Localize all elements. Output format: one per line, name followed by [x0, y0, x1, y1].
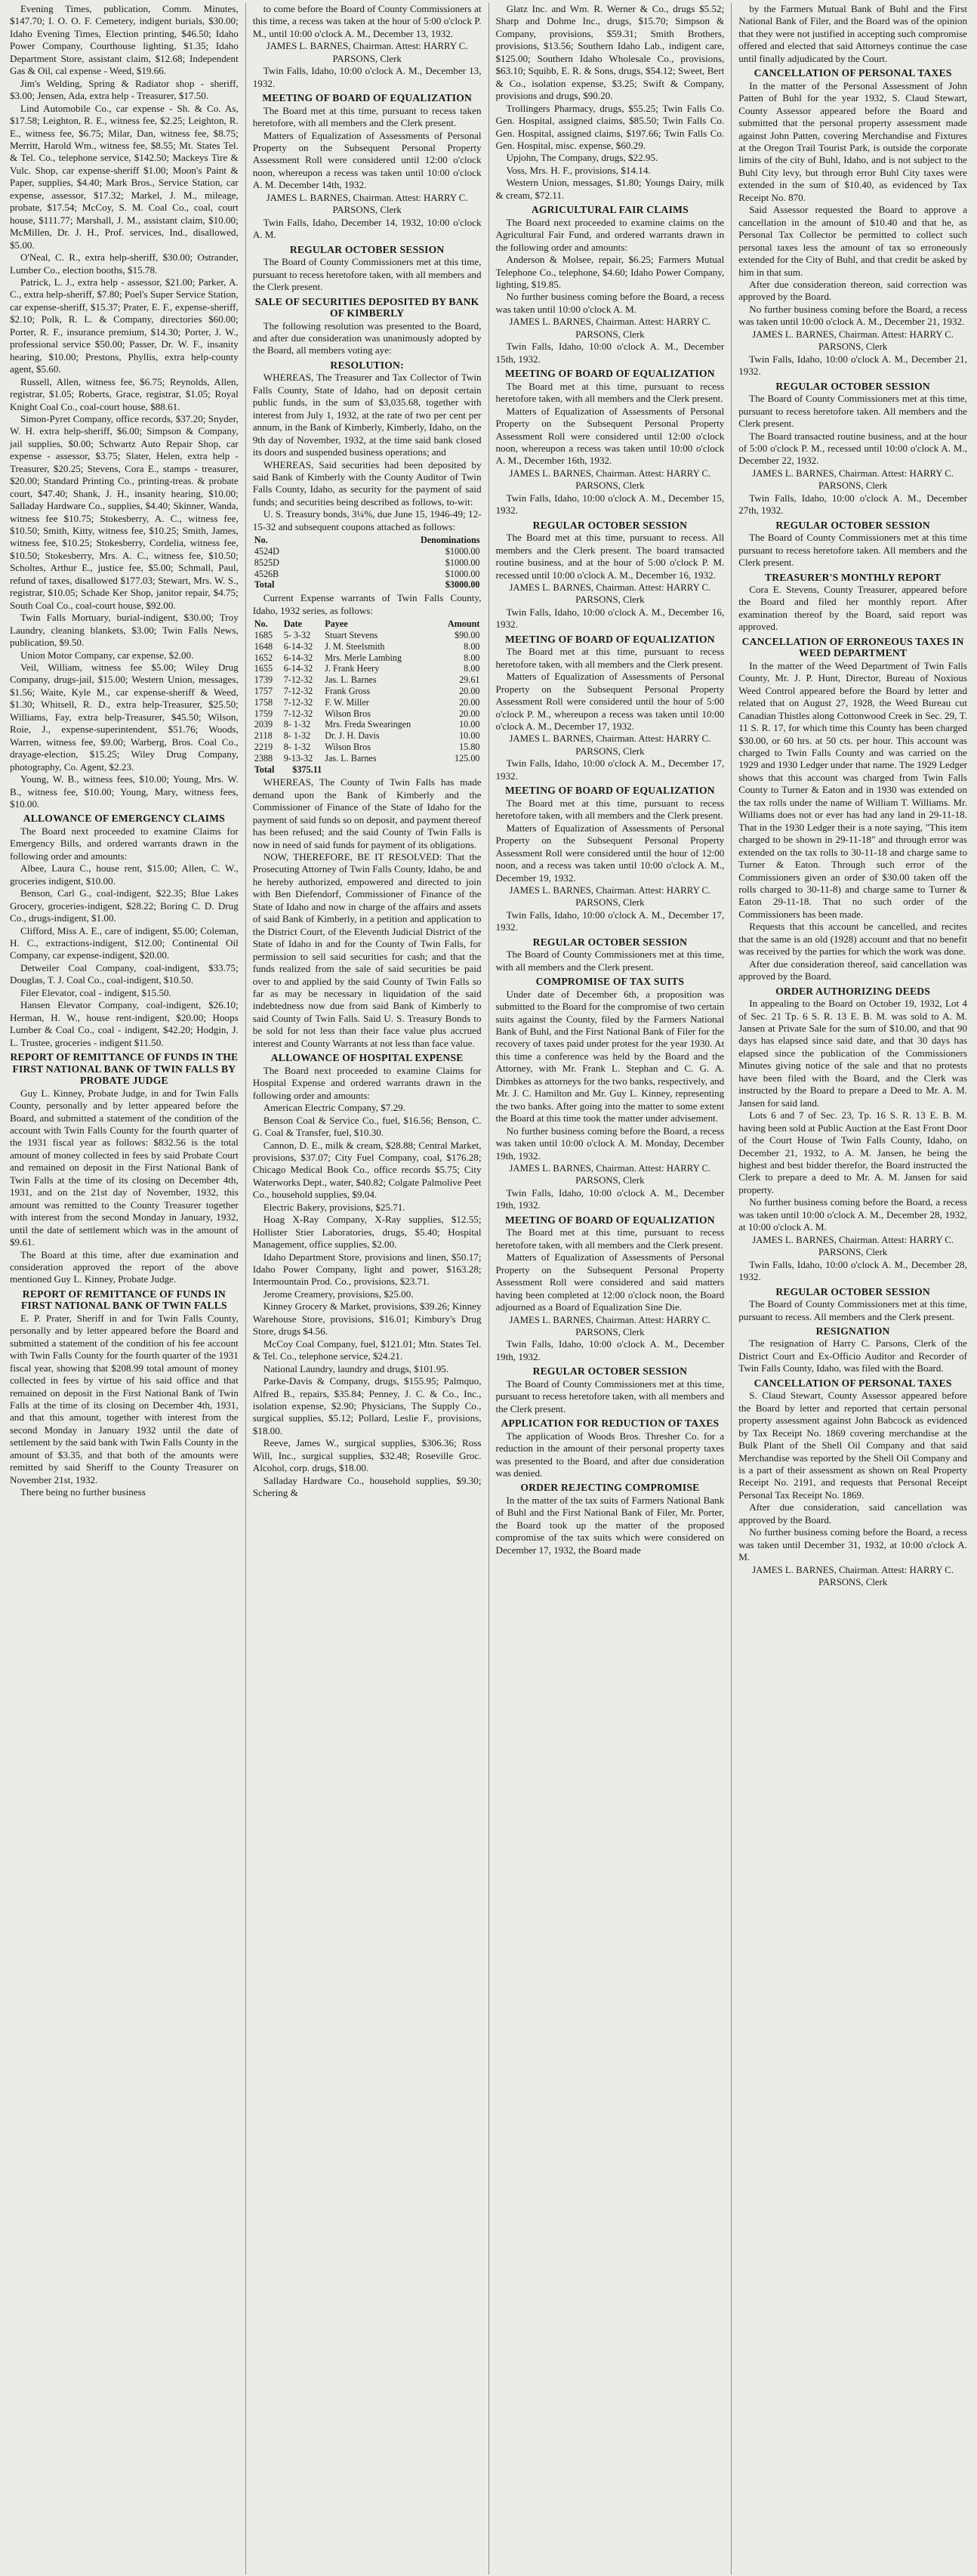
paragraph: Said Assessor requested the Board to approve a cancellation in the amount of $10.40 and that he, as Personal Tax Collector be permitted to collect such personal taxes less the amount of tax so erroneously extended for the City of Buhl, and that credit be asked by him in that sum. [738, 204, 967, 278]
table-cell: Jas. L. Barnes [325, 752, 377, 764]
paragraph: The Board next proceeded to examine Claims for Hospital Expense and ordered warrants drawn in the following order and amounts: [252, 1064, 482, 1101]
table-cell: 20.00 [459, 685, 480, 696]
table-cell: 7-12-32 [283, 674, 313, 686]
table-cell: 7-12-32 [283, 708, 313, 719]
paragraph: Matters of Equalization of Assessments of Personal Property on the Subsequent Personal Property Assessment Roll were considered until 12:00 o'clock noon, whereupon a recess was taken until 10:00 o'clock A. M., December 16th, 1932. [495, 405, 725, 467]
table-cell: 5- 3-32 [283, 629, 311, 640]
paragraph: No further business coming before the Board, a recess was taken until 10:00 o'clock A. M. Monday, December 19th, 1932. [495, 1124, 725, 1162]
table-cell: $1000.00 [445, 557, 480, 568]
section-heading: REGULAR OCTOBER SESSION [775, 380, 930, 392]
paragraph: Upjohn, The Company, drugs, $22.95. [506, 152, 658, 164]
paragraph: Twin Falls, Idaho, 10:00 o'clock A. M., December 27th, 1932. [738, 492, 967, 517]
paragraph: The application of Woods Bros. Thresher Co. for a reduction in the amount of their personal property taxes was presented to the Board, and after due consideration was denied. [495, 1430, 725, 1479]
paragraph: Parke-Davis & Company, drugs, $155.95; Palmquo, Alfred B., repairs, $35.84; Penney, J. C. & Co., Inc., isolation expense, $2.90; Physicians, The Supply Co., surgical supplies, $5.12; Pollard, Leslie F., provisions, $18.00. [252, 1375, 482, 1436]
table-cell: 1648 [254, 640, 273, 652]
table-cell: 15.80 [459, 741, 480, 752]
paragraph: No further business coming before the Board, a recess was taken until December 31, 1932, at 10:00 o'clock A. M. [738, 1526, 967, 1563]
table-row [253, 697, 482, 708]
paragraph: Benson Coal & Service Co., fuel, $16.56; Benson, C. G. Coal & Transfer, fuel, $10.30. [252, 1114, 482, 1139]
table-cell: 4524D [254, 546, 279, 557]
table-cell: 2388 [254, 752, 273, 764]
paragraph: Jerome Creamery, provisions, $25.00. [263, 1288, 414, 1300]
table-row [253, 742, 482, 753]
table-cell: 29.61 [459, 674, 480, 686]
signature-line: JAMES L. BARNES, Chairman. Attest: HARRY C. PARSONS, Clerk [266, 41, 468, 64]
paragraph: Albee, Laura C., house rent, $15.00; Allen, C. W., groceries indigent, $10.00. [10, 862, 239, 887]
paragraph: Guy L. Kinney, Probate Judge, in and for Twin Falls County, personally and by letter appeared before the Board, and submitted a statement of the condition of the account with Twin Falls County for the fourth quarter of the 1931 fiscal year as follows: $832.56 is the total amount of money collected in fees by said Probate Court and remained on deposit in the First National Bank of Twin Falls at the time of its closing on December 4th, 1931, and on the 21st day of November, 1932, this amount was remitted to the County Treasurer together with interest from the second Monday in January, 1932, until the date of settlement which was in the amount of $9.61. [10, 1087, 239, 1248]
paragraph: Twin Falls, Idaho, 10:00 o'clock A. M., December 17, 1932. [495, 909, 725, 933]
table-cell: 1759 [254, 708, 273, 719]
paragraph: The Board met at this time, pursuant to recess heretofore taken, with all members and the Clerk present. [495, 1226, 725, 1251]
column-2 [246, 3, 489, 2574]
table-cell: 6-14-32 [283, 663, 313, 674]
table-cell: Stuart Stevens [325, 629, 378, 640]
table-cell: 8.00 [464, 652, 480, 663]
paragraph: O'Neal, C. R., extra help-sheriff, $30.00; Ostrander, Lumber Co., election booths, $15.78. [10, 251, 239, 276]
signature-line: JAMES L. BARNES, Chairman. Attest: HARRY C. PARSONS, Clerk [509, 1163, 711, 1186]
table-cell: No. [254, 619, 268, 630]
table-cell: 125.00 [454, 752, 480, 764]
paragraph: Filer Elevator, coal - indigent, $15.50. [20, 986, 171, 998]
table-row [253, 569, 482, 580]
paragraph: The following resolution was presented to the Board, and after due consideration was unanimously adopted by the Board, all members voting aye: [252, 319, 482, 356]
paragraph: Twin Falls Mortuary, burial-indigent, $30.00; Troy Laundry, cleaning blankets, $3.00; Twin Falls News, publication, $9.50. [10, 612, 239, 649]
paragraph: Requests that this account be cancelled, and recites that the same is an old (1928) account and that no benefit was received by the parties for which the work was done. [738, 921, 967, 958]
paragraph: WHEREAS, Said securities had been deposited by said Bank of Kimberly with the County Auditor of Twin Falls County, Idaho, as security for the payment of said funds; and securities being described as follows, to-wit: [252, 458, 482, 507]
paragraph: After due consideration, said cancellation was approved by the Board. [738, 1501, 967, 1526]
section-heading: ORDER REJECTING COMPROMISE [520, 1482, 700, 1494]
paragraph: Matters of Equalization of Assessments of Personal Property on the Subsequent Personal Property Assessment Roll were considered and said matters having been completed at 12:00 o'clock noon, the Board adjourned as a Board of Equalization Sine Die. [495, 1251, 725, 1313]
table-header-row [253, 764, 482, 776]
table-cell: 6-14-32 [283, 640, 313, 652]
paragraph: National Laundry, laundry and drugs, $101.95. [263, 1362, 449, 1374]
paragraph: In appealing to the Board on October 19, 1932, Lot 4 of Sec. 21 Tp. 6 S. R. 13 E. B. M. was sold to A. M. Jansen at Private Sale for the sum of $10.00, and that 90 days has elapsed since said date, and that 30 days has elapsed since the publication of the Commissioners Minutes giving notice of the sale and that no protests have been filed with the Board, and the Clerk was instructed by the Board to prepare a Deed to Mr. A. M. Jansen for said land. [738, 998, 967, 1109]
table-cell: 2118 [254, 730, 273, 742]
paragraph: Twin Falls, Idaho, 10:00 o'clock A. M., December 19th, 1932. [495, 1338, 725, 1362]
table-cell: 1758 [254, 696, 273, 708]
warrant-table [253, 619, 482, 775]
paragraph: Russell, Allen, witness fee, $6.75; Reynolds, Allen, registrar, $1.05; Roberts, Grace, registrar, $1.05; Royal Knight Coal Co., coal-court house, $88.61. [10, 375, 239, 412]
table-row [253, 719, 482, 730]
paragraph: Veil, William, witness fee $5.00; Wiley Drug Company, drugs-jail, $15.00; Western Union, messages, $1.56; Waite, Kyle M., car expense-sheriff & Weed, $1.30; Whitsell, R. D., extra help-Treasurer, $25.50; Williams, Fay, extra help-Treasurer, $45.50; Wilson, Roie, J., expense-superintendent, $51.76; Woods, Warren, witness fee, $9.00; Warberg, Bros. Coal Co., drayage-election, $15.25; Wiley Drug Company, photography, Co. Agent, $2.23. [10, 662, 239, 773]
paragraph: The Board of County Commissioners met at this time, pursuant to recess. All members and the Clerk present. [738, 1298, 967, 1322]
section-heading: REGULAR OCTOBER SESSION [532, 519, 688, 531]
paragraph: Voss, Mrs. H. F., provisions, $14.14. [506, 164, 651, 176]
signature-line: JAMES L. BARNES, Chairman. Attest: HARRY C. PARSONS, Clerk [509, 1314, 711, 1337]
table-row [253, 557, 482, 569]
section-heading: ALLOWANCE OF EMERGENCY CLAIMS [23, 813, 225, 825]
paragraph: In the matter of the Weed Department of Twin Falls County, Mr. J. P. Hunt, Director, Bureau of Noxious Weed Control appeared before the Board by letter and related that on August 27, 1928, the Weed Bureau cut Canadian Thistles along Cottonwood Creek in Sec. 29, T. 11 S. R. 17, for which time this County has been charged $30.00, or 60 hrs. at 50 cts. per hour. This account was charged to Twin Falls County and was carried on the 1929 and 1930 Ledger under that name. The 1929 Ledger shows that this account was charged from Twin Falls County to Turner & Eaton and in 1930 was extended on the tax rolls under the name of William T. Williams. Mr. Williams does not or ever has had any land in 29-11-18. That in the 1930 Ledger their is a note saying, "This item charged to be shown in 29-11-18" and through error was extended on the tax rolls to 30-11-18 and charge same to Turner & Eaton. Through such error of the Commissioners given an order of $30.00 taken off the rolls charged to 30-11-8) and charge same to Turner & Eaton 29-11-18. That no such order of the Commissioners has been made. [738, 659, 967, 920]
section-heading: MEETING OF BOARD OF EQUALIZATION [504, 633, 715, 645]
section-heading: ORDER AUTHORIZING DEEDS [775, 985, 931, 997]
table-row [253, 663, 482, 674]
table-cell: J. M. Steelsmith [325, 640, 385, 652]
paragraph: Union Motor Company, car expense, $2.00. [20, 649, 194, 661]
paragraph: There being no further business [20, 1486, 146, 1498]
paragraph: E. P. Prater, Sheriff in and for Twin Falls County, personally and by letter appeared before the Board and submitted a statement of the condition of his fee account with Twin Falls County for the fourth quarter of the 1931 fiscal year, showing that $208.99 total amount of money collected in fees by virtue of his said office and that remained on deposit in the First National Bank of Twin Falls at the time of its closing on December 4th, 1931, and that this amount, together with interest from the second Monday in January 1932 until the date of settlement by the said bank with Twin Falls County in the amount of $3.35, and that both of the amounts were remitted by said Sheriff to the County Treasurer on November 21st, 1932. [10, 1312, 239, 1485]
column-1 [3, 3, 246, 2574]
paragraph: In the matter of the tax suits of Farmers National Bank of Buhl and the First National Bank of Filer, Mr. Porter, the Board took up the matter of the proposed compromise of the tax suits which were considered on December 17, 1932, the Board made [495, 1494, 725, 1556]
table-cell: Total [254, 764, 275, 775]
paragraph: Twin Falls, Idaho, 10:00 o'clock A. M., December 28, 1932. [738, 1258, 967, 1283]
table-row [253, 674, 482, 686]
paragraph: No further business coming before the Board, a recess was taken until 10:00 o'clock A. M. [495, 291, 725, 315]
paragraph: Jim's Welding, Spring & Radiator shop - sheriff, $3.00; Jensen, Ada, extra help - Treasurer, $17.50. [10, 77, 239, 102]
signature-line: JAMES L. BARNES, Chairman. Attest: HARRY C. PARSONS, Clerk [266, 192, 468, 216]
table-row [253, 630, 482, 641]
section-heading: APPLICATION FOR REDUCTION OF TAXES [501, 1418, 720, 1430]
table-cell: 8- 1-32 [283, 730, 311, 742]
section-heading: TREASURER'S MONTHLY REPORT [764, 571, 942, 583]
paragraph: Evening Times, publication, Comm. Minutes, $147.70; I. O. O. F. Cemetery, indigent burials, $30.00; Idaho Evening Times, Election printing, $46.50; Idaho Power Company, Courthouse lighting, $1.35; Idaho Department Store, assistant claim, $12.68; Independent Gas & Oil, cal expense - Weed, $19.66. [10, 3, 239, 77]
table-cell: 6-14-32 [283, 652, 313, 663]
table-cell: Total [254, 579, 275, 591]
table-row [253, 753, 482, 764]
table-cell: 20.00 [459, 708, 480, 719]
paragraph: Reeve, James W., surgical supplies, $306.36; Ross Will, Inc., surgical supplies, $32.48; Roseville Groc. Alcohol, corp. drugs, $18.00. [252, 1437, 482, 1474]
section-heading: CANCELLATION OF ERRONEOUS TAXES IN WEED DEPARTMENT [741, 635, 964, 659]
paragraph: Electric Bakery, provisions, $25.71. [263, 1201, 405, 1213]
section-heading: REGULAR OCTOBER SESSION [532, 936, 688, 948]
column-3 [489, 3, 732, 2574]
paragraph: by the Farmers Mutual Bank of Buhl and the First National Bank of Filer, and the Board was of the opinion that they were not justified in accepting such compromise offered and elected that said Attorneys continue the case until finally adjudicated by the Court. [738, 3, 967, 64]
paragraph: The Board met at this time, pursuant to recess heretofore taken, with all members and the Clerk present. [495, 646, 725, 670]
table-cell: 8- 1-32 [283, 719, 311, 730]
table-cell: 4526B [254, 568, 279, 579]
paragraph: Detweiler Coal Company, coal-indigent, $33.75; Douglas, T. J. Coal Co., coal-indigent, $10.50. [10, 961, 239, 986]
paragraph: McCoy Coal Company, fuel, $121.01; Mtn. States Tel. & Tel. Co., telephone service, $24.21. [252, 1337, 482, 1362]
paragraph: Simon-Pyret Company, office records, $37.20; Snyder, W. H. extra help-sheriff, $6.00; Simpson & Company, jail supplies, $0.00; Schwartz Auto Repair Shop, car expense - assessor, $3.75; Slater, Helen, extra help - Treasurer, $20.25; Stevens, Cora E., stamps - treasurer, $20.00; Standard Printing Co., printing-treas. & probate court, $47.40; Shank, J. H., insanity hearing, $10.00; Salladay Hardware Co., supplies, $4.40; Skinner, Wanda, witness fee $10.75; Stokesberry, A. C., witness fee, $10.50; Smith, Kitty, witness fee, $10.25; Smith, James, witness fee, $10.25; Stokesberry, Cordelia, witness fee, $10.50; Stokesberry, Mrs. A. C., witness fee, $10.50; Scholtes, Arthur E., justice fee, $5.00; Schmall, Paul, refund of taxes, disallowed $177.03; Stewart, Mrs. W. S., registrar, $10.05; Schade Ker Shop, janitor repair, $4.75; South Coal Co., coal-court house, $92.00. [10, 412, 239, 611]
paragraph: The Board of County Commissioners met at this time, pursuant to recess heretofore taken. All members and the Clerk present. [738, 393, 967, 430]
paragraph: The Board of County Commissioners met at this time, pursuant to recess heretofore taken, with all members and the Clerk present. [495, 1377, 725, 1414]
section-heading: CANCELLATION OF PERSONAL TAXES [754, 67, 952, 79]
paragraph: Lots 6 and 7 of Sec. 23, Tp. 16 S. R. 13 E. B. M. having been sold at Public Auction at the East Front Door of the Court House of Twin Falls County, Idaho, on December 21, 1932, to A. M. Jansen, he being the highest and best bidder therefor, the Board instructed the Clerk to prepare a deed to Mr. A. M. Jansen for said property. [738, 1109, 967, 1195]
table-cell: 1739 [254, 674, 273, 686]
table-row [253, 641, 482, 652]
table-cell: F. W. Miller [325, 696, 369, 708]
paragraph: After due consideration thereon, said correction was approved by the Board. [738, 279, 967, 303]
paragraph: S. Claud Stewart, County Assessor appeared before the Board by letter and reported that certain personal property assessment against John Babcock as evidenced by Tax Receipt No. 1869 covering merchandise at the Bulk Plant of the Shell Oil Company and that said Merchandise was reported by the Shell Oil Company and is a part of their assessment as shown on Real Property Receipt No. 2191, and requests that Personal Receipt Personal Tax Receipt No. 1869. [738, 1390, 967, 1501]
signature-line: JAMES L. BARNES, Chairman. Attest: HARRY C. PARSONS, Clerk [752, 1234, 954, 1258]
paragraph: to come before the Board of County Commissioners at this time, a recess was taken at the hour of 5:00 o'clock P. M., until 10:00 o'clock A. M., December 13, 1932. [252, 3, 482, 39]
table-cell: $1000.00 [445, 568, 480, 579]
table-cell: 20.00 [459, 696, 480, 708]
column-4 [732, 3, 974, 2574]
table-cell: Date [283, 619, 303, 630]
table-cell: 10.00 [459, 719, 480, 730]
paragraph: American Electric Company, $7.29. [263, 1102, 405, 1114]
paragraph: Salladay Hardware Co., household supplies, $9.30; Schering & [252, 1474, 482, 1499]
paragraph: After due consideration thereof, said cancellation was approved by the Board. [738, 958, 967, 983]
paragraph: Twin Falls, Idaho, 10:00 o'clock A. M., December 17, 1932. [495, 757, 725, 782]
paragraph: Anderson & Molsee, repair, $6.25; Farmers Mutual Telephone Co., telephone, $4.60; Idaho Power Company, lighting, $19.85. [495, 254, 725, 291]
signature-line: JAMES L. BARNES, Chairman. Attest: HARRY C. PARSONS, Clerk [509, 316, 711, 340]
table-cell: 1655 [254, 663, 273, 674]
table-header-row [253, 535, 482, 546]
section-heading: RESIGNATION [815, 1325, 890, 1337]
table-cell: Wilson Bros [325, 741, 371, 752]
table-cell: $3000.00 [445, 579, 480, 591]
table-cell: 8.00 [464, 663, 480, 674]
paragraph: Young, W. B., witness fees, $10.00; Young, Mrs. W. B., witness fee, $10.00; Young, Mary, witness fees, $10.00. [10, 773, 239, 810]
section-heading: MEETING OF BOARD OF EQUALIZATION [504, 785, 715, 797]
signature-line: JAMES L. BARNES, Chairman. Attest: HARRY C. PARSONS, Clerk [509, 733, 711, 757]
table-cell: Payee [325, 619, 348, 630]
table-cell: Frank Gross [325, 685, 371, 696]
paragraph: Kinney Grocery & Market, provisions, $39.26; Kinney Warehouse Store, provisions, $16.01; Kimbury's Drug Store, drugs $4.56. [252, 1300, 482, 1337]
paragraph: The Board met at this time, pursuant to recess heretofore taken, with all members and the Clerk present. [495, 797, 725, 822]
table-cell: Denominations [420, 535, 480, 546]
paragraph: Benson, Carl G., coal-indigent, $22.35; Blue Lakes Grocery, groceries-indigent, $28.22; Boring C. D. Drug Co., drugs-indigent, $1.00. [10, 887, 239, 924]
paragraph: Idaho Department Store, provisions and linen, $50.17; Idaho Power Company, light and power, $163.28; Intermountain Prod. Co., provisions, $23.71. [252, 1251, 482, 1288]
paragraph: Patrick, L. J., extra help - assessor, $21.00; Parker, A. C., extra help-sheriff, $7.80; Poel's Super Service Station, car expense-sheriff, $15.37; Prater, E. F., expense-sheriff, $2.10; Polk, R. L. & Company, directories $60.00; Porter, R. F., insurance premium, $14.30; Porter, J. W., professional service $50.00; Passer, Dr. W. F., insanity hearing, $10.00; Prestons, Phyllis, extra help-county agent, $5.60. [10, 276, 239, 375]
section-heading: REPORT OF REMITTANCE OF FUNDS IN FIRST NATIONAL BANK OF TWIN FALLS [20, 1288, 227, 1312]
signature-line: JAMES L. BARNES, Chairman. Attest: HARRY C. PARSONS, Clerk [509, 467, 711, 492]
table-cell: Jas. L. Barnes [325, 674, 377, 686]
paragraph: Current Expense warrants of Twin Falls County, Idaho, 1932 series, as follows: [252, 592, 482, 616]
section-heading: MEETING OF BOARD OF EQUALIZATION [262, 92, 473, 104]
table-cell: Mrs. Merle Lambing [325, 652, 402, 663]
paragraph: The Board of County Commissioners met at this time, pursuant to recess heretofore taken, with all members and the Clerk present. [252, 256, 482, 293]
signature-line: JAMES L. BARNES, Chairman. Attest: HARRY C. PARSONS, Clerk [509, 582, 711, 606]
paragraph: The resignation of Harry C. Parsons, Clerk of the District Court and Ex-Officio Auditor and Recorder of Twin Falls County, Idaho, was filed with the Board. [738, 1337, 967, 1374]
paragraph: WHEREAS, The County of Twin Falls has made demand upon the Bank of Kimberly and the Commissioner of Finance of the State of Idaho for the payment of said funds so on deposit, and payment thereof has been refused; and the said County of Twin Falls is now in need of said funds for payment of its obligations. [252, 776, 482, 850]
paragraph: No further business coming before the Board, a recess was taken until 10:00 o'clock A. M., December 21, 1932. [738, 303, 967, 328]
section-heading: SALE OF SECURITIES DEPOSITED BY BANK OF KIMBERLY [254, 295, 479, 319]
paragraph: The Board at this time, after due examination and consideration approved the report of the above mentioned Guy L. Kinney, Probate Judge. [10, 1248, 239, 1285]
paragraph: U. S. Treasury bonds, 3¼%, due June 15, 1946-49; 12-15-32 and subsequent coupons attached as follows: [252, 508, 482, 532]
section-heading: RESOLUTION: [330, 359, 404, 371]
paragraph: Cora E. Stevens, County Treasurer, appeared before the Board and filed her monthly report. After examination thereof by the Board, said report was approved. [738, 584, 967, 633]
paragraph: Hoag X-Ray Company, X-Ray supplies, $12.55; Hollister Stier Laboratories, drugs, $5.40; Hospital Management, office supplies, $2.00. [252, 1214, 482, 1251]
section-heading: REGULAR OCTOBER SESSION [775, 519, 930, 531]
table-cell: $1000.00 [445, 546, 480, 557]
signature-line: JAMES L. BARNES, Chairman. Attest: HARRY C. PARSONS, Clerk [752, 329, 954, 353]
paragraph: WHEREAS, The Treasurer and Tax Collector of Twin Falls County, State of Idaho, had on deposit certain public funds, in the sum of $3,035.68, together with interest from July 1, 1932, at the rate of two per cent per annum, in the Bank of Kimberly, Kimberly, Idaho, on the 9th day of November, 1932, at the time said bank closed its doors and suspended business operations; and [252, 372, 482, 458]
table-header-row [253, 579, 482, 591]
section-heading: REGULAR OCTOBER SESSION [775, 1285, 930, 1297]
table-cell: J. Frank Heery [325, 663, 380, 674]
table-cell: 1685 [254, 629, 273, 640]
section-heading: MEETING OF BOARD OF EQUALIZATION [504, 368, 715, 380]
bond-table [253, 535, 482, 591]
section-heading: CANCELLATION OF PERSONAL TAXES [754, 1377, 952, 1389]
paragraph: Twin Falls, Idaho, December 14, 1932, 10:00 o'clock A. M. [252, 216, 482, 241]
paragraph: Cannon, D. E., milk & cream, $28.88; Central Market, provisions, $37.07; City Fuel Company, coal, $176.28; Chicago Medical Book Co., office records $5.75; City Waterworks Dept., water, $40.82; Colgate Palmolive Peet Co., household supplies, $9.04. [252, 1139, 482, 1201]
section-heading: MEETING OF BOARD OF EQUALIZATION [504, 1214, 715, 1226]
paragraph: Under date of December 6th, a proposition was submitted to the Board for the compromise of two certain suits against the County, filed by the Farmers National Bank of Buhl, and the First National Bank of Filer for the recovery of taxes paid under protest for the year 1930. At this time a conference was held by the Board and the Attorney, with Mr. Frank L. Stephan and C. G. A. Dimbkes as attorneys for the two banks, respectively, and Mr. J. C. Hamilton and Mr. Guy L. Kinney, representing the two banks. After going into the matter to some extent the Board at this time took the matter under advisement. [495, 988, 725, 1124]
paragraph: Glatz Inc. and Wm. R. Werner & Co., drugs $5.52; Sharp and Dohme Inc., drugs, $15.70; Simpson & Company, provisions, $59.31; Smith Brothers, provisions, $13.56; Southern Idaho Lab., indigent care, $125.00; Southern Idaho Wholesale Co., provisions, $63.10; Squibb, E. R. & Sons, drugs, $54.12; Sweet, Bert & Co., isolation expense, $3.25; Swift & Company, provisions and drugs, $90.20. [495, 3, 725, 102]
paragraph: Matters of Equalization of Assessments of Personal Property on the Subsequent Personal Property Assessment Roll were considered until the hour of 5:00 o'clock P. M., whereupon a recess was taken until 10:00 o'clock A. M., December 17, 1932. [495, 671, 725, 733]
table-cell: Mrs. Freda Swearingen [325, 719, 411, 730]
table-row [253, 652, 482, 664]
section-heading: REGULAR OCTOBER SESSION [532, 1365, 688, 1377]
table-row [253, 730, 482, 742]
paragraph: Matters of Equalization of Assessments of Personal Property on the Subsequent Personal Property Assessment Roll were considered until the hour of 12:00 noon, and a recess was taken until 10:00 o'clock A. M., December 19, 1932. [495, 822, 725, 884]
table-row [253, 686, 482, 697]
table-row [253, 708, 482, 720]
section-heading: REPORT OF REMITTANCE OF FUNDS IN THE FIRST NATIONAL BANK OF TWIN FALLS BY PROBATE JUDGE [10, 1051, 239, 1087]
paragraph: No further business coming before the Board, a recess was taken until 10:00 o'clock A. M., December 28, 1932, at 10:00 o'clock A. M. [738, 1196, 967, 1233]
paragraph: The Board transacted routine business, and at the hour of 5:00 o'clock P. M., recessed until 10:00 o'clock A. M., December 22, 1932. [738, 430, 967, 467]
paragraph: The Board met at this time, pursuant to recess heretofore taken, with all members and the Clerk present. [495, 380, 725, 405]
table-cell: $90.00 [454, 629, 480, 640]
paragraph: The Board met at this time, pursuant to recess taken heretofore, with all members and the Clerk present. [252, 104, 482, 129]
section-heading: AGRICULTURAL FAIR CLAIMS [531, 204, 689, 216]
table-cell: 8525D [254, 557, 279, 568]
table-row [253, 546, 482, 557]
section-heading: COMPROMISE OF TAX SUITS [535, 976, 685, 988]
table-cell: 1652 [254, 652, 273, 663]
paragraph: Twin Falls, Idaho, 10:00 o'clock A. M., December 15, 1932. [495, 492, 725, 517]
paragraph: Clifford, Miss A. E., care of indigent, $5.00; Coleman, H. C., extractions-indigent, $12.00; Continental Oil Company, car expense-indigent, $20.00. [10, 924, 239, 961]
table-cell: 8.00 [464, 640, 480, 652]
table-cell: 10.00 [459, 730, 480, 742]
table-cell: $375.11 [292, 764, 322, 775]
table-cell: 9-13-32 [283, 752, 313, 764]
table-cell: Dr. J. H. Davis [325, 730, 380, 742]
paragraph: Hansen Elevator Company, coal-indigent, $26.10; Herman, H. W., house rent-indigent, $20.00; Hoops Lumber & Coal Co., coal - indigent, $42.20; Hodgin, J. L. Trustee, groceries - indigent $11.50. [10, 999, 239, 1048]
paragraph: Twin Falls, Idaho, 10:00 o'clock A. M., December 16, 1932. [495, 606, 725, 631]
table-cell: Amount [447, 619, 480, 630]
table-cell: 8- 1-32 [283, 741, 311, 752]
table-cell: Wilson Bros [325, 708, 371, 719]
paragraph: Lind Automobile Co., car expense - Sh. & Co. As, $17.58; Leighton, R. E., witness fee, $2.25; Leighton, R. E., witness fee, $6.75; Milar, Dan, witness fee, $8.75; Merritt, Harold Wm., witness fee, $8.55; Mt. States Tel. & Tel. Co., telephone service, $142.50; Mackeys Tire & Vulc. Shop, car expense-sheriff $1.00; Moon's Paint & Paper, supplies, $4.40; Mark Bros., Service Station, car expense, assessor, $17.32; Markel, J. M., mileage, probate, $17.54; McCoy, S. M. Coal Co., coal, court house, $111.77; Marshall, J. M., assistant claim, $10.00; McMillen, Dr. J. H., Prof. services, Ind., disallowed, $5.00. [10, 102, 239, 251]
signature-line: JAMES L. BARNES, Chairman. Attest: HARRY C. PARSONS, Clerk [509, 884, 711, 909]
paragraph: Matters of Equalization of Assessments of Personal Property on the Subsequent Personal Property Assessment Roll were considered until 12:00 o'clock noon, whereupon a recess was taken until 10:00 o'clock A. M. December 14th, 1932. [252, 129, 482, 191]
paragraph: The Board next proceeded to examine Claims for Emergency Bills, and ordered warrants drawn in the following order and amounts: [10, 825, 239, 862]
signature-line: JAMES L. BARNES, Chairman. Attest: HARRY C. PARSONS, Clerk [752, 1564, 954, 1588]
paragraph: The Board of County Commissioners met at this time, with all members and the Clerk present. [495, 949, 725, 973]
paragraph: Twin Falls, Idaho, 10:00 o'clock A. M., December 21, 1932. [738, 353, 967, 378]
table-cell: 7-12-32 [283, 696, 313, 708]
paragraph: Twin Falls, Idaho, 10:00 o'clock A. M., December 13, 1932. [252, 65, 482, 89]
paragraph: Twin Falls, Idaho, 10:00 o'clock A. M., December 19th, 1932. [495, 1186, 725, 1211]
paragraph: In the matter of the Personal Assessment of John Patten of Buhl for the year 1932, S. Claud Stewart, County Assessor appeared before the Board and submitted that the personal property assessment made against John Patten, covering Merchandise and Fixtures at the Oregon Trail Tourist Park, is outside the corporate limits of the city of Buhl, Idaho, and is not subject to the Buhl City levy, but through error Buhl City taxes were extended in the sum of $10.40, as evidenced by Tax Receipt No. 870. [738, 79, 967, 203]
paragraph: The Board next proceeded to examine claims on the Agricultural Fair Fund, and ordered warrants drawn in the following order and amounts: [495, 216, 725, 253]
table-header-row [253, 619, 482, 630]
paragraph: NOW, THEREFORE, BE IT RESOLVED: That the Prosecuting Attorney of Twin Falls County, Idaho, be and he hereby authorized, empowered and directed to join with Ben Diefendorf, Commissioner of Finance of the State of Idaho and now in charge of the affairs and assets of said Bank of Kimberly, in a petition and application to the District Court, of the Eleventh Judicial District of the State of Idaho in and for the County of Twin Falls, for permission to sell said securities for cash; and that the funds realized from the sale of said securities be paid over to and applied by the said County of Twin Falls so far as may be necessary in liquidation of the said indebtedness now due from said Bank of Kimberly to said County of Twin Falls. Said U. S. Treasury Bonds to be sold for not less than their face value plus accrued interest and County Warrants at not less than face value. [252, 851, 482, 1049]
table-cell: 7-12-32 [283, 685, 313, 696]
table-cell: 2039 [254, 719, 273, 730]
signature-line: JAMES L. BARNES, Chairman. Attest: HARRY C. PARSONS, Clerk [752, 467, 954, 492]
paragraph: The Board met at this time, pursuant to recess. All members and the Clerk present. The board transacted routine business, and at the hour of 5:00 o'clock P. M. recessed until 10:00 o'clock A. M., December 16, 1932. [495, 532, 725, 581]
paragraph: The Board of County Commissioners met at this time pursuant to recess heretofore taken. All members and the Clerk present. [738, 532, 967, 569]
section-heading: ALLOWANCE OF HOSPITAL EXPENSE [270, 1052, 464, 1064]
table-cell: No. [254, 535, 268, 546]
section-heading: REGULAR OCTOBER SESSION [289, 243, 445, 255]
paragraph: Twin Falls, Idaho, 10:00 o'clock A. M., December 15th, 1932. [495, 341, 725, 365]
table-cell: 2219 [254, 741, 273, 752]
paragraph: Trollingers Pharmacy, drugs, $55.25; Twin Falls Co. Gen. Hospital, assigned claims, $85.50; Twin Falls Co. Gen. Hospital, assigned claims, $197.66; Twin Falls Co. Gen. Hospital, misc. expense, $60.29. [495, 102, 725, 151]
table-cell: 1757 [254, 685, 273, 696]
paragraph: Western Union, messages, $1.80; Youngs Dairy, milk & cream, $72.11. [495, 177, 725, 201]
